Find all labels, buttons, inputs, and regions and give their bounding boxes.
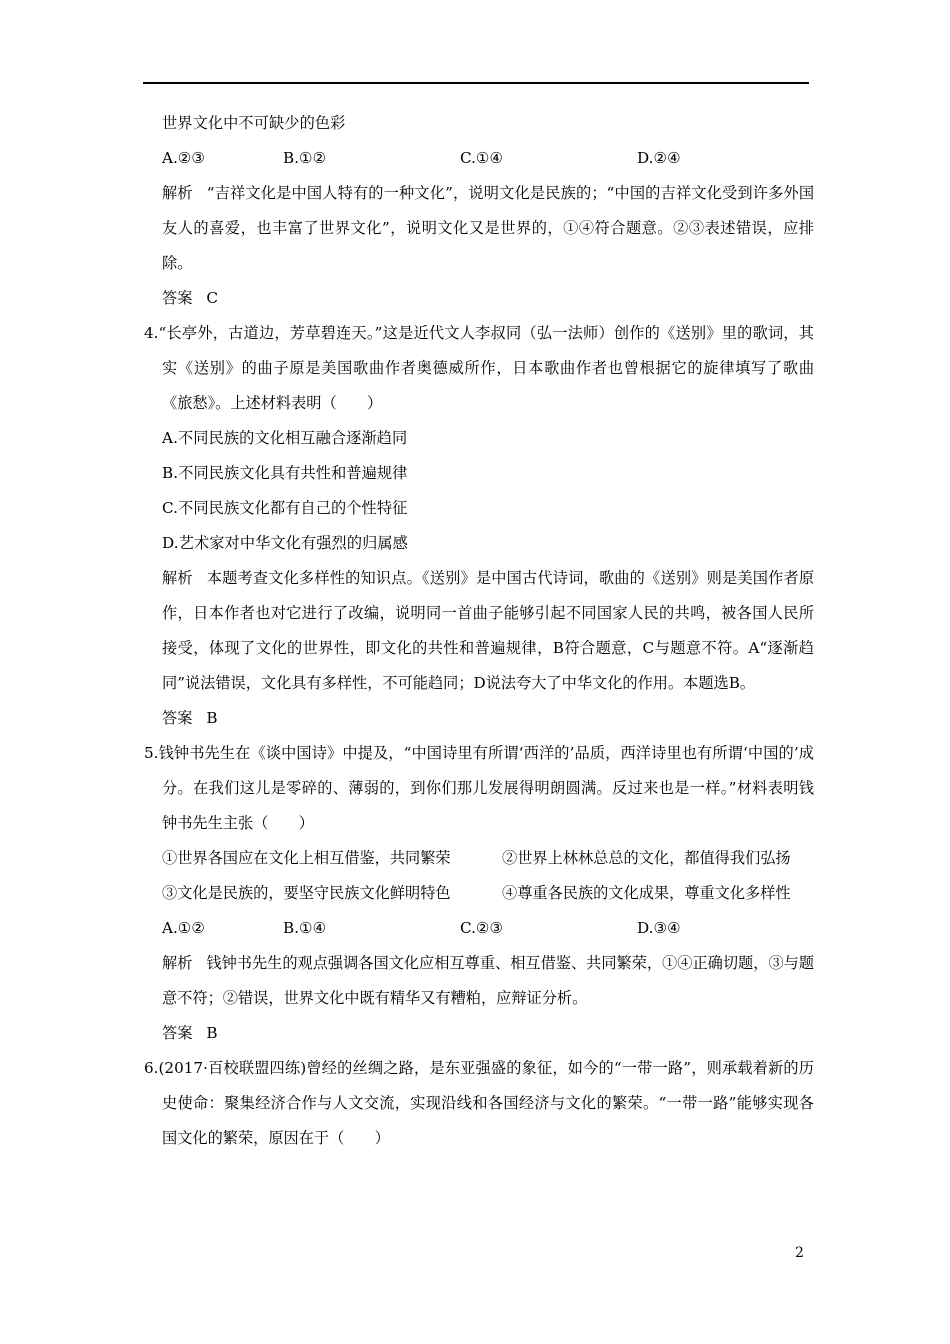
question-5-statement-4: ④尊重各民族的文化成果，尊重文化多样性 [502,884,791,902]
question-3-analysis [144,176,814,281]
question-5-statement-2: ②世界上林林总总的文化，都值得我们弘扬 [502,849,791,867]
question-3-stem-tail: 世界文化中不可缺少的色彩 [162,114,346,132]
question-5-option-d[interactable]: D.③④ [637,919,681,937]
question-3-option-c[interactable]: C.①④ [460,149,504,167]
question-5-options [144,911,814,946]
header-rule [143,82,809,84]
question-6-stem: 6.(2017·百校联盟四练)曾经的丝绸之路，是东亚强盛的象征，如今的“一带一路”，则承载着新的历史使命：聚集经济合作与人文交流，实现沿线和各国经济与文化的繁荣。“一带一路”能够实现各国文化的繁荣，原因在于（ ） [144,1059,814,1147]
question-4-answer [144,701,814,736]
question-3-answer-value: C [206,289,218,307]
question-5-answer-label: 答案 [162,1024,193,1042]
question-3-analysis-text: “吉祥文化是中国人特有的一种文化”，说明文化是民族的；“中国的吉祥文化受到许多外国友人的喜爱，也丰富了世界文化”，说明文化又是世界的，①④符合题意。②③表述错误，应排除。 [162,184,815,272]
page-content [144,106,814,1156]
question-5-analysis-label: 解析 [162,954,193,972]
question-5-analysis-text: 钱钟书先生的观点强调各国文化应相互尊重、相互借鉴、共同繁荣，①④正确切题，③与题意不符；②错误，世界文化中既有精华又有糟粕，应辩证分析。 [162,954,815,1007]
question-3-answer [144,281,814,316]
question-4-answer-value: B [206,709,218,727]
question-5-option-a[interactable]: A.①② [162,919,206,937]
page-number: 2 [795,1245,804,1261]
question-3-option-d[interactable]: D.②④ [637,149,681,167]
question-5-stem: 5.钱钟书先生在《谈中国诗》中提及，“中国诗里有所谓‘西洋的’品质，西洋诗里也有所谓‘中国的’成分。在我们这儿是零碎的、薄弱的，到你们那儿发展得明朗圆满。反过来也是一样。”材料表明钱钟书先生主张（ ） [144,744,814,832]
question-5-analysis [144,946,814,1016]
question-5-statement-3: ③文化是民族的，要坚守民族文化鲜明特色 [162,884,451,902]
question-4-analysis [144,561,814,701]
question-3-answer-label: 答案 [162,289,193,307]
question-3-options [144,141,814,176]
question-4-option-b[interactable]: B.不同民族文化具有共性和普遍规律 [162,464,408,482]
question-4-analysis-label: 解析 [162,569,193,587]
question-3-option-a[interactable]: A.②③ [162,149,206,167]
question-4-option-c[interactable]: C.不同民族文化都有自己的个性特征 [162,499,408,517]
question-5-option-c[interactable]: C.②③ [460,919,504,937]
question-5-option-b[interactable]: B.①④ [283,919,327,937]
question-3-option-b[interactable]: B.①② [283,149,327,167]
question-5-answer-value: B [206,1024,218,1042]
question-4-option-d[interactable]: D.艺术家对中华文化有强烈的归属感 [162,534,408,552]
question-5-statements-row-2 [144,876,814,911]
question-4-stem: 4.“长亭外，古道边，芳草碧连天。”这是近代文人李叔同（弘一法师）创作的《送别》里的歌词，其实《送别》的曲子原是美国歌曲作者奥德威所作，日本歌曲作者也曾根据它的旋律填写了歌曲《旅愁》。上述材料表明（ ） [144,324,814,412]
question-3-analysis-label: 解析 [162,184,193,202]
question-4-answer-label: 答案 [162,709,193,727]
question-4-option-a[interactable]: A.不同民族的文化相互融合逐渐趋同 [162,429,408,447]
question-5-statements-row-1 [144,841,814,876]
question-4-analysis-text: 本题考查文化多样性的知识点。《送别》是中国古代诗词，歌曲的《送别》则是美国作者原作，日本作者也对它进行了改编，说明同一首曲子能够引起不同国家人民的共鸣，被各国人民所接受，体现了文化的世界性，即文化的共性和普遍规律，B符合题意，C与题意不符。A“逐渐趋同”说法错误，文化具有多样性，不可能趋同；D说法夸大了中华文化的作用。本题选B。 [162,569,815,692]
question-5-statement-1: ①世界各国应在文化上相互借鉴，共同繁荣 [162,849,451,867]
question-5-answer [144,1016,814,1051]
